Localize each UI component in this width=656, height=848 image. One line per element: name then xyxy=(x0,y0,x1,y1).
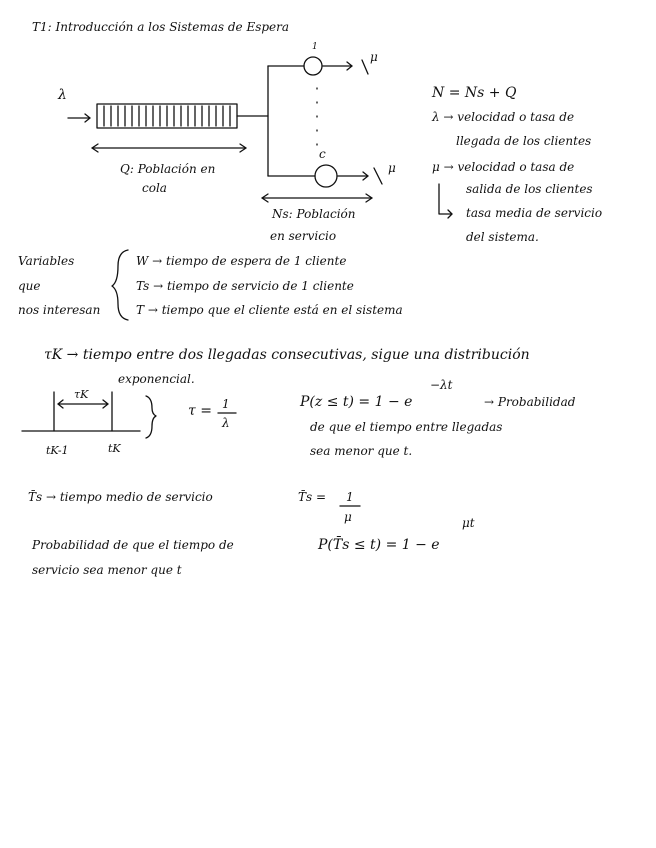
arrival-prob-exponent: −λt xyxy=(430,378,453,392)
mean-service-def: T̄s → tiempo medio de servicio xyxy=(28,490,213,504)
lambda-def-1: λ → velocidad o tasa de xyxy=(432,110,575,124)
server-bottom-label: c xyxy=(319,147,326,161)
mu-bracket xyxy=(439,184,452,214)
mu-def-4: del sistema. xyxy=(466,230,539,244)
tau-definition-2: exponencial. xyxy=(118,372,195,386)
server-bottom xyxy=(315,165,337,187)
server-top xyxy=(304,57,322,75)
mu-def-2: salida de los clientes xyxy=(466,182,593,196)
tau-denominator: λ xyxy=(222,416,230,430)
variables-heading: Variables xyxy=(18,254,75,268)
service-prob-text-2: servicio sea menor que t xyxy=(32,563,182,577)
service-label: Ns: Población xyxy=(272,207,356,221)
mu-def-1: μ → velocidad o tasa de xyxy=(432,160,575,174)
arrival-prob-text-2: de que el tiempo entre llegadas xyxy=(310,420,503,434)
lambda-label: λ xyxy=(58,87,67,103)
timeline-brace xyxy=(146,396,156,438)
variable-ts: Ts → tiempo de servicio de 1 cliente xyxy=(136,279,354,293)
n-formula: N = Ns + Q xyxy=(432,85,517,101)
queue-label-2: cola xyxy=(142,181,167,195)
variables-heading-3: nos interesan xyxy=(18,303,101,317)
service-label-2: en servicio xyxy=(270,229,337,243)
page-title: T1: Introducción a los Sistemas de Espera xyxy=(32,20,290,34)
variables-heading-2: que xyxy=(18,279,41,293)
service-prob-formula: P(T̄s ≤ t) = 1 − e xyxy=(318,537,440,553)
mean-service-eq: T̄s = xyxy=(298,490,327,504)
variable-w: W → tiempo de espera de 1 cliente xyxy=(136,254,347,268)
tau-equation: τ = xyxy=(188,403,212,419)
mu-def-3: tasa media de servicio xyxy=(466,206,603,220)
timeline-t-prev: tK-1 xyxy=(46,444,69,457)
lambda-def-2: llegada de los clientes xyxy=(456,134,592,148)
queue-ticks xyxy=(104,106,230,126)
mu-top-label: μ xyxy=(370,50,378,64)
mu-bottom-label: μ xyxy=(388,161,396,175)
variable-t: T → tiempo que el cliente está en el sistema xyxy=(136,303,403,317)
tau-numerator: 1 xyxy=(222,397,230,411)
mean-service-den: μ xyxy=(344,510,352,524)
arrival-prob-text: → Probabilidad xyxy=(484,395,576,409)
tau-definition: τK → tiempo entre dos llegadas consecutivas, sigue una distribución xyxy=(44,347,530,363)
service-prob-text: Probabilidad de que el tiempo de xyxy=(32,538,234,552)
timeline-t-curr: tK xyxy=(108,442,121,455)
arrival-prob-text-3: sea menor que t. xyxy=(310,444,413,458)
server-top-label: 1 xyxy=(312,42,318,52)
variables-brace xyxy=(112,250,128,320)
arrival-prob-formula: P(z ≤ t) = 1 − e xyxy=(300,394,413,410)
service-prob-exponent: μt xyxy=(462,516,475,530)
mean-service-num: 1 xyxy=(346,490,354,504)
queue-label: Q: Población en xyxy=(120,162,216,176)
timeline-tau-label: τK xyxy=(74,388,89,401)
